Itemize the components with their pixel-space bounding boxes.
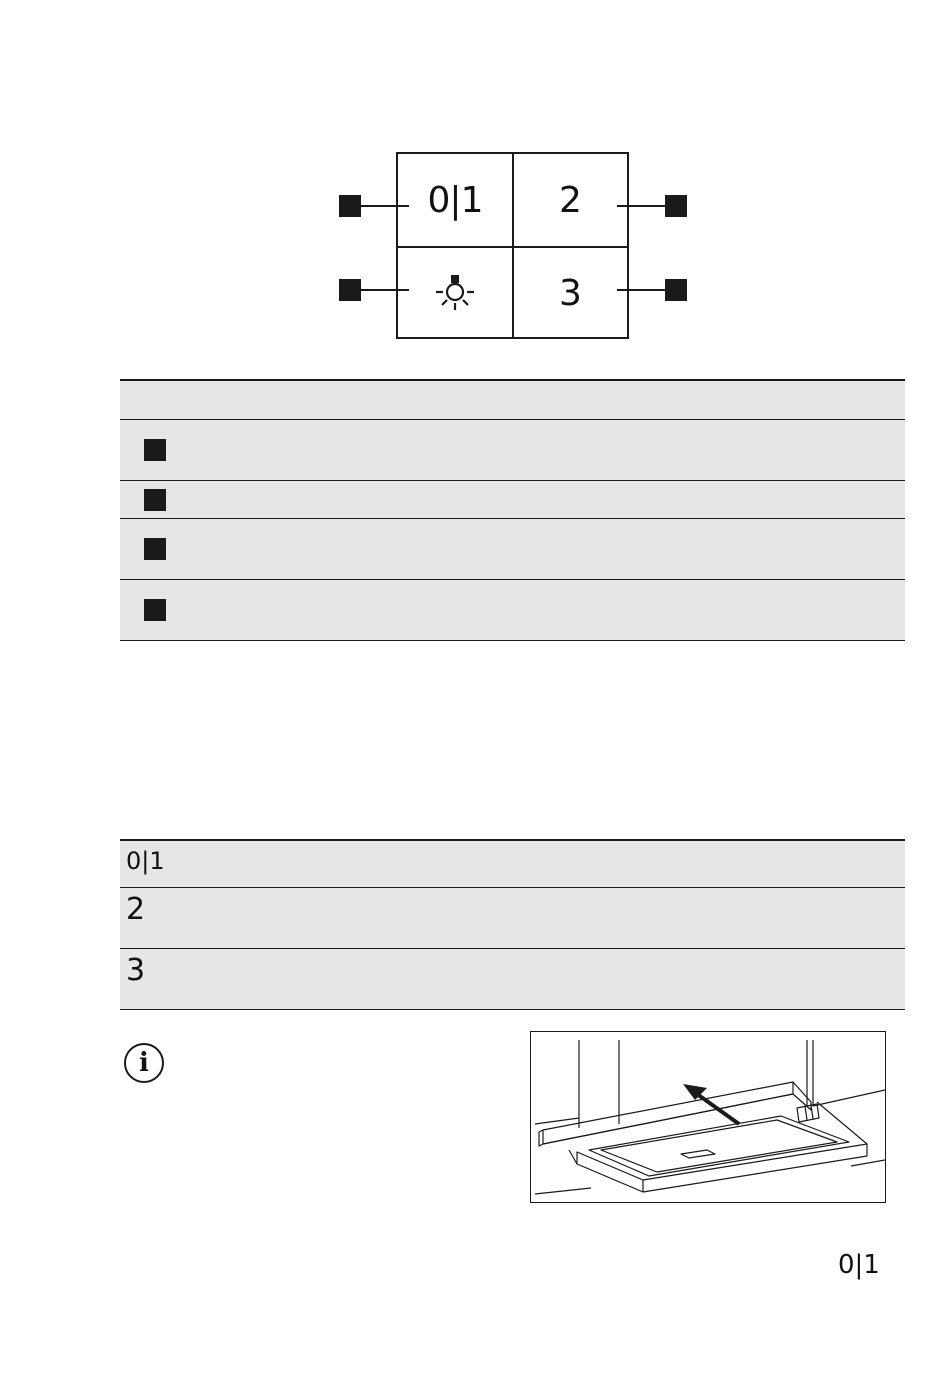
table-row <box>120 949 905 1010</box>
speed-2-button[interactable] <box>513 154 627 246</box>
info-icon <box>124 1043 164 1083</box>
symbol-power: 0|1 <box>126 847 165 875</box>
callout-line-speed-2 <box>617 205 665 207</box>
symbol-speed-3: 3 <box>126 953 146 988</box>
table-row <box>120 580 905 641</box>
callout-marker <box>144 538 166 560</box>
table-row <box>120 481 905 519</box>
table-header-row <box>120 381 905 420</box>
control-panel-diagram <box>396 152 629 339</box>
power-button[interactable] <box>398 154 512 246</box>
power-button-label: 0|1 <box>427 179 483 221</box>
footer-power-symbol <box>838 1250 880 1280</box>
light-button[interactable] <box>398 247 512 339</box>
light-bulb-icon <box>433 271 477 315</box>
symbols-table <box>120 839 905 1010</box>
speed-2-button-label: 2 <box>559 179 581 221</box>
symbol-speed-2: 2 <box>126 892 146 927</box>
speed-3-button-label: 3 <box>559 272 581 314</box>
callout-marker <box>144 489 166 511</box>
control-panel-table <box>120 379 905 641</box>
callout-marker-light <box>339 279 361 301</box>
speed-3-button[interactable] <box>513 247 627 339</box>
info-glyph: i <box>139 1048 149 1078</box>
callout-marker-speed-2 <box>665 195 687 217</box>
callout-line-light <box>361 289 409 291</box>
callout-marker <box>144 599 166 621</box>
callout-line-power <box>361 205 409 207</box>
cooker-hood-pull-out-icon <box>530 1031 886 1203</box>
table-row <box>120 841 905 888</box>
footer-power-symbol-label: 0|1 <box>838 1250 880 1280</box>
hood-drawing <box>531 1032 885 1202</box>
callout-marker-speed-3 <box>665 279 687 301</box>
table-row <box>120 519 905 580</box>
table-row <box>120 888 905 949</box>
table-row <box>120 420 905 481</box>
callout-marker-power <box>339 195 361 217</box>
callout-line-speed-3 <box>617 289 665 291</box>
callout-marker <box>144 439 166 461</box>
